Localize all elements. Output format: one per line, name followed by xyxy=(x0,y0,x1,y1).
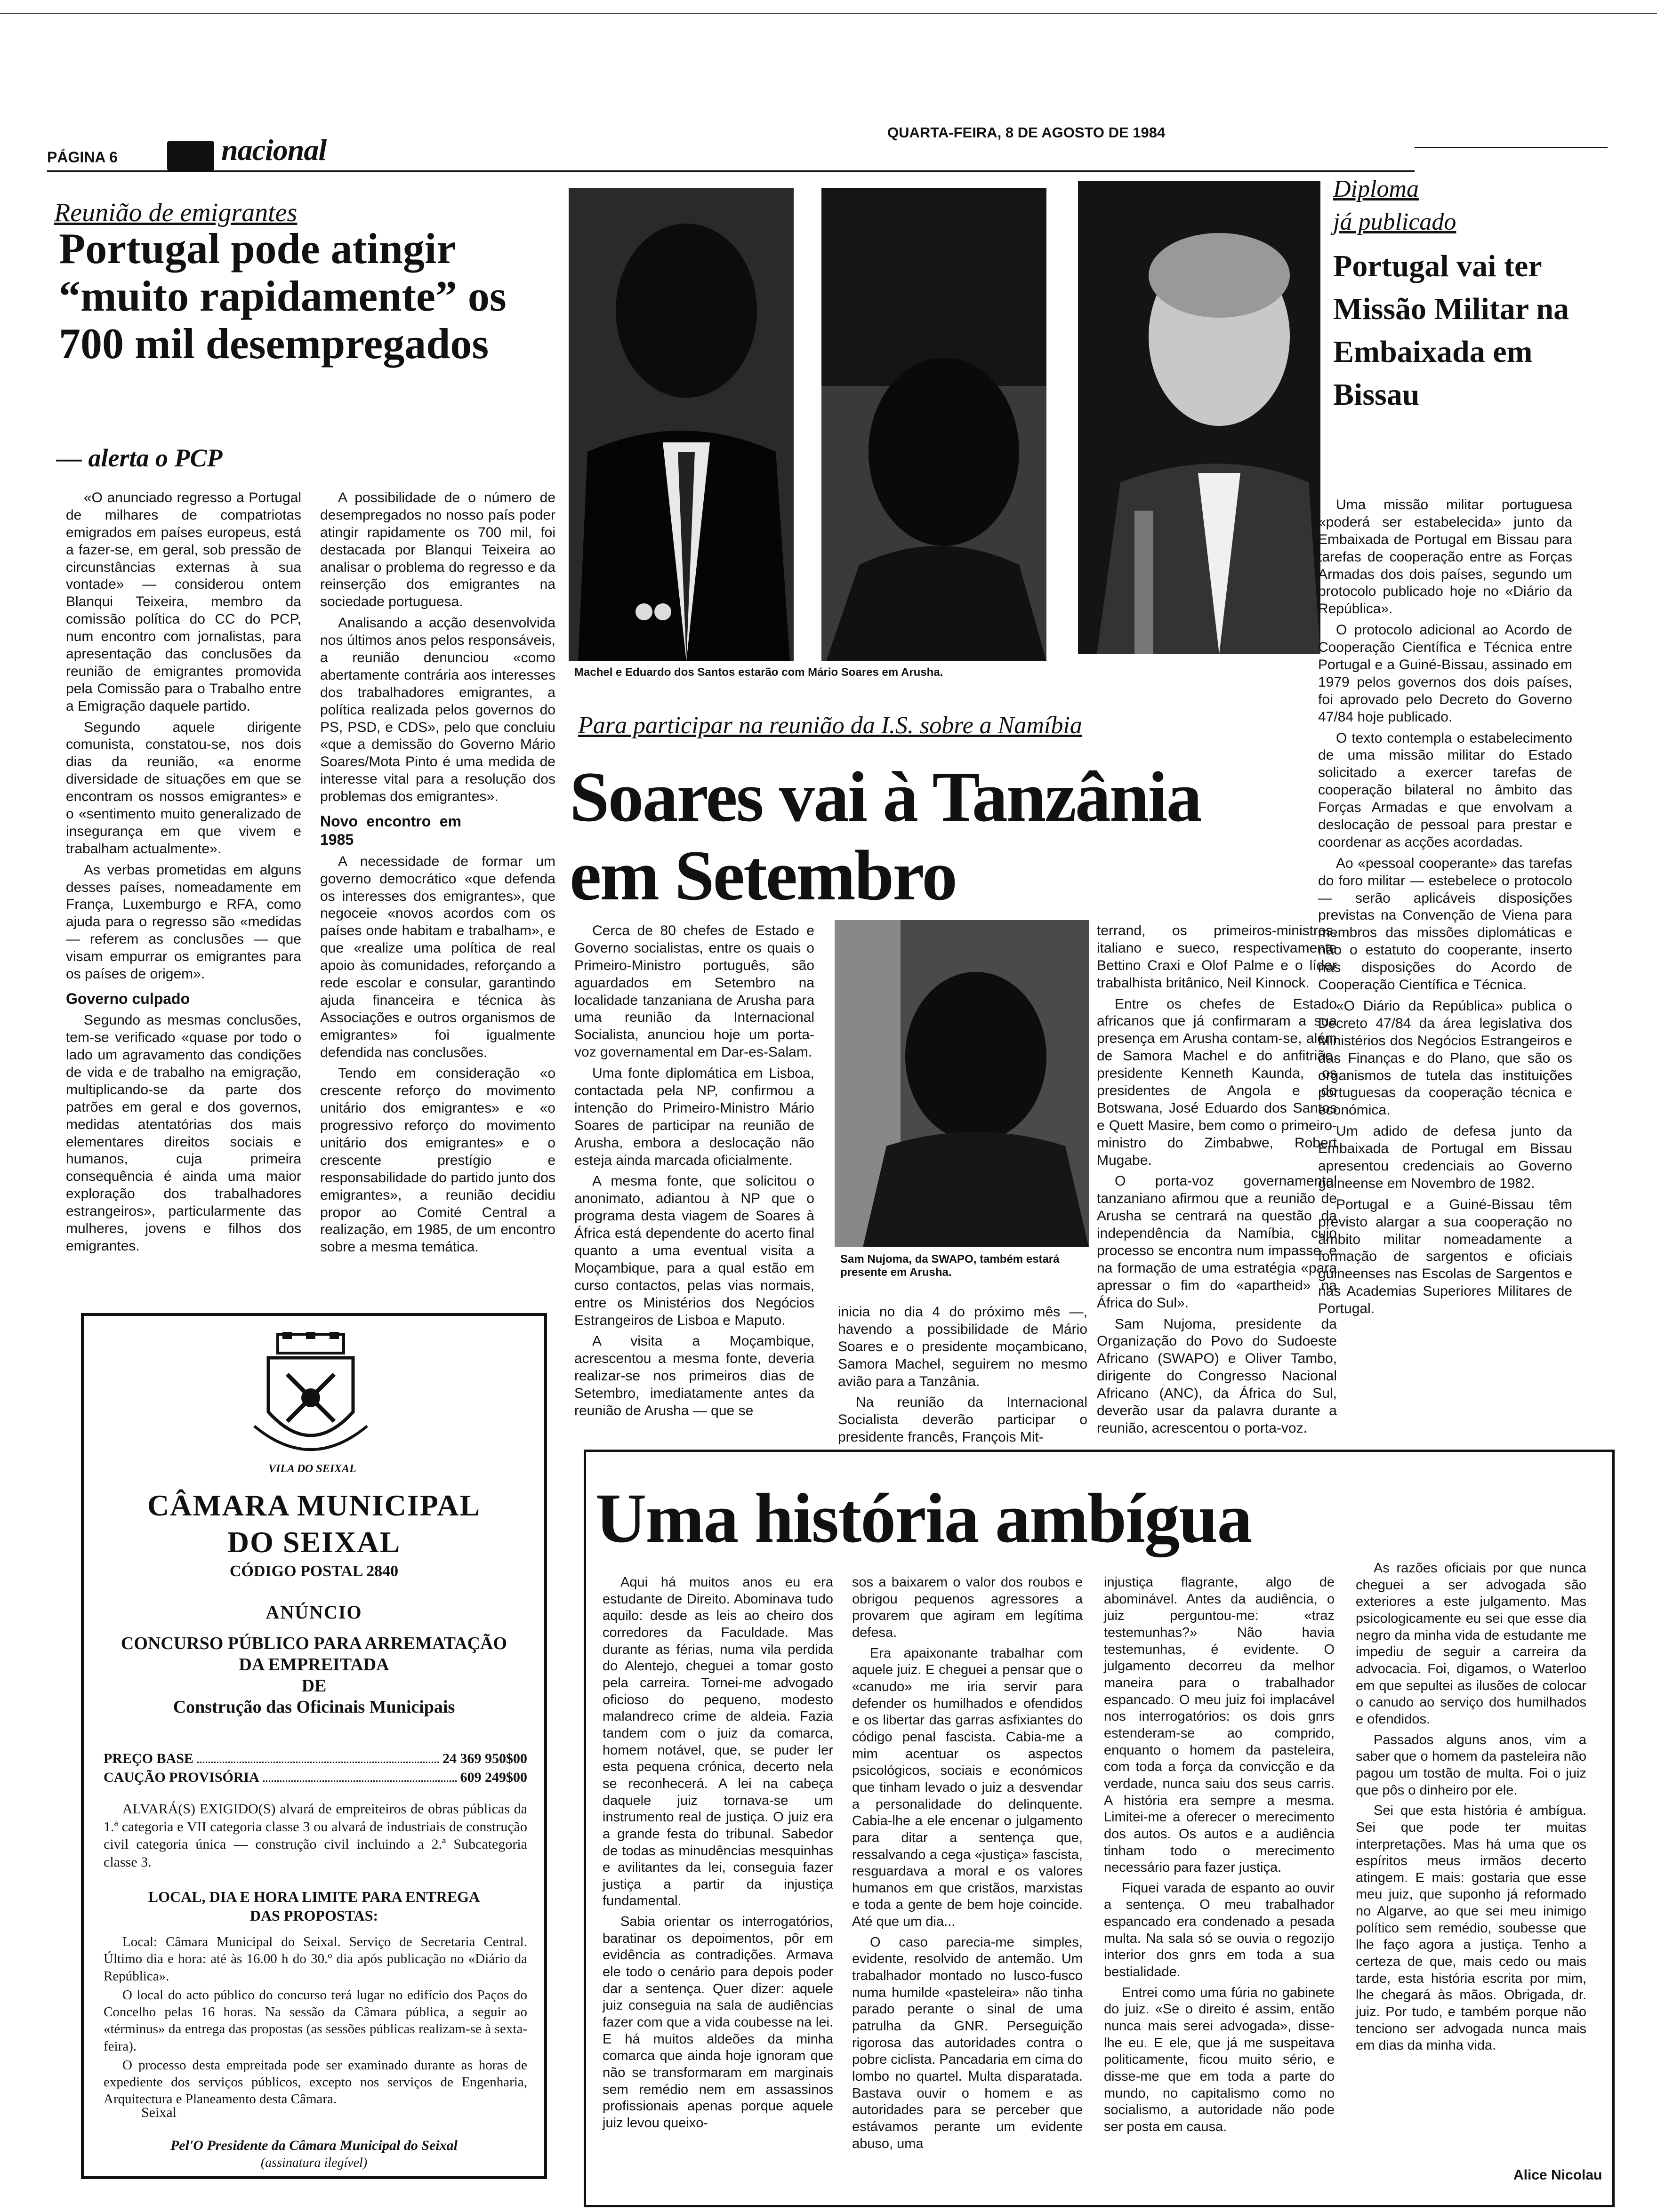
ad-signature: Pel'O Presidente da Câmara Municipal do Seixal xyxy=(170,2138,458,2153)
article3-kicker1: Diploma xyxy=(1333,176,1419,202)
article4-col2: sos a baixarem o valor dos roubos e obrigou pequenos agressores a provarem que agiram em legítima defesa. Era apaixonante trabalhar com aquele juiz. E cheguei a pensar que o «canudo» me iria servir para defender os humilhados e ofendidos e os libertar das garras asfixiantes do código penal fascista. Cabia-me a mim acentuar os aspectos psicológicos, sociais e económicos que tinham levado o juiz a desvendar a personalidade do delinquente. Cabia-lhe a ele encenar o julgamento para ditar a sentença que, ressalvando a cega «justiça» fascista, resguardava a moral e os valores humanos em que cristãos, marxistas e toda a gente de bem hoje coincide. Até que um dia... O caso parecia-me simples, evidente, resolvido de antemão. Um trabalhador montado no lusco-fusco numa humilde «pasteleira» não tinha parado perante o sinal de uma patrulha da GNR. Perseguição rigorosa das autoridades contra o pobre ciclista. Pancadaria em cima do lombo no quartel. Multa disparatada. Bastava ouvir o homem e as autoridades para se perceber que estávamos perante um evidente abuso, uma xyxy=(852,1575,1083,2151)
article3-body: Uma missão militar portuguesa «poderá ser estabelecida» junto da Embaixada de Portugal em Bissau para tarefas de cooperação entre as Forças Armadas dos dois países, segundo um protocolo publicado hoje no «Diário da República». O protocolo adicional ao Acordo de Cooperação Científica e Técnica entre Portugal e a Guiné-Bissau, assinado em 1979 pelos governos dos dois países, foi aprovado pelo Decreto do Governo 47/84 hoje publicado. O texto contempla o estabelecimento de uma missão militar do Estado solicitado a exercer tarefas de cooperação bilateral no âmbito das Forças Armadas e que envolvam a deslocação de pessoal para prestar e coordenar as acções acordadas. Ao «pessoal cooperante» das tarefas do foro militar — estebelece o protocolo — serão aplicáveis disposições previstas na Convenção de Viena para membros das missões diplomáticas e não o estatuto do cooperante, inserto nas disposições do Acordo de Cooperação Científica e Técnica. «O Diário da República» publica o Decreto 47/84 da área legislativa dos Ministérios dos Negócios Estrangeiros e das Finanças e do Plano, que são os organismos de tutela das instituições portuguesas da cooperação técnica e económica. Um adido de defesa junto da Embaixada de Portugal em Bissau apresentou credenciais ao Governo guineense em Novembro de 1982. Portugal e a Guiné-Bissau têm previsto alargar a sua cooperação no âmbito militar nomeadamente a formação de sargentos e oficiais guineenses nas Escolas de Sargentos e nas Academias Superiores Militares de Portugal. xyxy=(1318,497,1572,1317)
photo-machel-figure xyxy=(569,188,794,661)
ad-signature-note: (assinatura ilegível) xyxy=(260,2156,368,2170)
header-rule xyxy=(47,170,1415,172)
page-date: QUARTA-FEIRA, 8 DE AGOSTO DE 1984 xyxy=(887,124,1166,141)
article4-headline: Uma história ambígua xyxy=(595,1479,1252,1557)
ad-local-heading-2: DAS PROPOSTAS: xyxy=(249,1907,378,1924)
article2-col1: Cerca de 80 chefes de Estado e Governo socialistas, entre os quais o Primeiro-Ministro português, são aguardados em Setembro na localidade tanzaniana de Arusha para uma reunião da Internacional Socialista, anunciou hoje um porta-voz governamental em Dar-es-Salam. Uma fonte diplomática em Lisboa, contactada pela NP, confirmou a intenção do Primeiro-Ministro Mário Soares de participar na reunião de Arusha, embora a deslocação não esteja ainda marcada oficialmente. A mesma fonte, que solicitou o anonimato, adiantou à NP que o programa desta viagem de Soares à África está dependente do acerto final quanto a uma eventual visita a Moçambique, para a qual estão em curso contactos, pelas vias normais, entre os Ministérios dos Negócios Estrangeiros de Lisboa e Maputo. A visita a Moçambique, acrescentou a mesma fonte, deveria realizar-se nos primeiros dias de Setembro, imediatamente antes da reunião de Arusha — que se xyxy=(574,923,814,1419)
crest-svg xyxy=(245,1332,377,1478)
section-logo-icon xyxy=(167,141,214,170)
ad-price-value: 24 369 950$00 xyxy=(442,1751,527,1766)
article2-kicker: Para participar na reunião da I.S. sobre a Namíbia xyxy=(578,712,1082,739)
ad-bond-label: CAUÇÃO PROVISÓRIA xyxy=(104,1770,259,1785)
top-scan-rule xyxy=(0,13,1657,14)
article4-col1: Aqui há muitos anos eu era estudante de Direito. Abominava tudo aquilo: desde as leis ao cheiro dos corredores da Faculdade. Mas durante as férias, numa vila perdida do Alentejo, cheguei a tomar gosto pela carreira. Tornei-me advogado oficioso do pequeno, modesto malandreco crime de aldeia. Fazia tandem com o juiz da comarca, homem notável, que, se puder ler esta pequena crónica, decerto nela se reconhecerá. A lei na cabeça daquele juiz tornava-se um instrumento real de justiça. O juiz era a grande festa do tribunal. Sabedor de todas as minudências mesquinhas e avilitantes da lei, conseguia fazer justiça a partir da injustiça fundamental. Sabia orientar os interrogatórios, baratinar os depoimentos, pôr em evidência as contradições. Armava ele todo o cenário para depois poder dar a sentença. Quer dizer: aquele juiz conseguia na sala de audiências fazer com que a vida coubesse na lei. E há muitos aldeões da minha comarca que ainda hoje ignoram que não se transformaram em marginais sem remédio nem em assassinos profissionais apenas porque aquele juiz levou queixo- xyxy=(603,1575,833,2131)
article1-subhead2: Novo encontro em 1985 xyxy=(320,813,461,849)
article2-col3: terrand, os primeiros-ministros, italiano e sueco, respectivamente Bettino Craxi e Olof Palme e o líder trabalhista britânico, Neil Kinnock. Entre os chefes de Estado africanos que já confirmaram a sua presença em Arusha contam-se, além de Samora Machel e do anfitrião, presidente Kenneth Kaunda, os presidentes de Angola e do Botswana, José Eduardo dos Santos e Quett Masire, bem como o primeiro-ministro do Zimbabwe, Robert Mugabe. O porta-voz governamental tanzaniano afirmou que a reunião de Arusha se centrará na questão da independência da Namíbia, cujo processo se encontra num impasse, e na formação de uma estratégia «para apressar o fim do «apartheid» na África do Sul». Sam Nujoma, presidente da Organização do Povo do Sudoeste Africano (SWAPO) e Oliver Tambo, dirigente do Congresso Nacional Africano (ANC), da África do Sul, deverão usar da palavra durante a reunião, acrescentou o porta-voz. xyxy=(1097,923,1337,1436)
article1-headline: Portugal pode atingir “muito rapidamente” os 700 mil desempregados xyxy=(59,224,507,368)
photo-sam-nujoma xyxy=(835,920,1089,1247)
article3-kicker2: já publicado xyxy=(1333,208,1456,235)
caption-top: Machel e Eduardo dos Santos estarão com Mário Soares em Arusha. xyxy=(574,666,943,679)
ad-postal: CÓDIGO POSTAL 2840 xyxy=(229,1563,399,1580)
photo-eduardo-figure xyxy=(821,188,1046,661)
article4-col3: injustiça flagrante, algo de abominável. Antes da audiência, o juiz perguntou-me: «traz testemunhas?» Não havia testemunhas, é evidente. O julgamento decorreu da melhor maneira para o trabalhador espancado. O meu juiz foi implacável nos interrogatórios: os dois gnrs estenderam-se ao comprido, enquanto o homem da pasteleira, com toda a força da convicção e da verdade, nunca saiu dos seus carris. A história era sempre a mesma. Limitei-me a oferecer o merecimento dos autos. Os autos e a audiência tinham todo o merecimento necessário para fazer justiça. Fiquei varada de espanto ao ouvir a sentença. O meu trabalhador espancado era condenado a pesada multa. Na sala só se ouvia o regozijo interior dos gnrs em toda a sua bestialidade. Entrei como uma fúria no gabinete do juiz. «Se o direito é assim, então nunca mais serei advogada», disse-lhe eu. E ele, que já me suspeitava politicamente, ficou muito sério, e disse-me que em toda a parte do mundo, no capitalismo como no socialismo, a autoridade não pode ser posta em causa. xyxy=(1104,1575,1335,2134)
page-label: PÁGINA 6 xyxy=(47,149,118,166)
article4-author: Alice Nicolau xyxy=(1513,2167,1602,2183)
ad-bond-value: 609 249$00 xyxy=(460,1770,527,1785)
ad-contest-2: DA EMPREITADA xyxy=(239,1655,389,1675)
ad-bond-row xyxy=(104,1770,527,1786)
article4-col4: As razões oficiais por que nunca cheguei a ser advogada são exteriores a este julgamento. Mas psicologicamente eu sei que esse dia negro da minha vida de estudante me impediu de seguir a carreira da advocacia. Foi, digamos, o Waterloo em que sepultei as ilusões de colocar o canudo ao serviço dos humilhados e ofendidos. Passados alguns anos, vim a saber que o homem da pasteleira não pagou um tostão de multa. Foi o juiz que pôs o dinheiro por ele. Sei que esta história é ambígua. Sei que pode ter muitas interpretações. Mas há uma que os espíritos meus irmãos decerto atingem. E mais: gostaria que esse meu juiz, que suponho já reformado no Algarve, ao que sei meu inimigo político sem remédio, soubesse que lhe faço agora a justiça. Tenho a certeza de que, mais cedo ou mais tarde, esta história escrita por mim, lhe chegará às mãos. Obrigada, dr. juiz. Por tudo, e também porque não tenciono ser advogada nunca mais em dias da minha vida. xyxy=(1356,1561,1586,2053)
article2-col2: inicia no dia 4 do próximo mês —, havendo a possibilidade de Mário Soares e o presidente moçambicano, Samora Machel, seguirem no mesmo avião para a Tanzânia. Na reunião da Internacional Socialista deverão participar o presidente francês, François Mit- xyxy=(838,1304,1087,1445)
ad-contest-1: CONCURSO PÚBLICO PARA ARREMATAÇÃO xyxy=(121,1634,507,1653)
article1-deck: — alerta o PCP xyxy=(56,444,223,472)
ad-price-row xyxy=(104,1751,527,1767)
ad-local-heading-1: LOCAL, DIA E HORA LIMITE PARA ENTREGA xyxy=(148,1888,480,1905)
caption-nujoma: Sam Nujoma, da SWAPO, também estará presente em Arusha. xyxy=(840,1253,1060,1279)
ad-bond-leader xyxy=(263,1780,457,1782)
section-title: nacional xyxy=(221,133,327,167)
ad-contest-3: DE xyxy=(301,1676,327,1696)
ad-work: Construção das Oficinais Municipais xyxy=(173,1697,455,1717)
municipal-crest-icon xyxy=(245,1332,377,1478)
photo-mario-soares xyxy=(1078,181,1320,654)
article1-col2: A possibilidade de o número de desempregados no nosso país poder atingir rapidamente os 700 mil, foi destacada por Blanqui Teixeira ao analisar o problema do regresso e da reinserção dos emigrantes na sociedade portuguesa. Analisando a acção desenvolvida nos últimos anos pelos responsáveis, a reunião denunciou «como abertamente contrária aos interesses dos trabalhadores emigrantes, a política realizada pelos governos do PS, PSD, e CDS», pelo que concluiu «que a demissão do Governo Mário Soares/Mota Pinto é uma medida de interesse vital para a resolução dos problemas dos emigrantes». Novo encontro em 1985 A necessidade de formar um governo democrático «que defenda os interesses dos emigrantes», que negoceie «novos acordos com os países onde habitam e trabalham», e que «realize uma política de real apoio às comunidades, reforçando a rede escolar e consular, garantindo ajuda financeira e técnica às Associações e outros organismos de emigrantes» foi igualmente defendida nas conclusões. Tendo em consideração «o crescente reforço do movimento unitário dos emigrantes» e «o progressivo reforço do movimento unitário dos emigrantes» e o crescente prestígio e responsabilidade do partido junto dos emigrantes», a reunião decidiu propor ao Comité Central a realização, em 1985, de um encontro sobre a mesma temática. xyxy=(320,490,555,1255)
photo-nujoma-figure xyxy=(835,920,1089,1247)
article1-kicker: Reunião de emigrantes xyxy=(54,198,298,227)
article3-headline: Portugal vai ter Missão Militar na Embaixada em Bissau xyxy=(1333,249,1569,412)
article1-subhead1: Governo culpado xyxy=(66,990,190,1007)
ad-notice: ANÚNCIO xyxy=(265,1602,362,1623)
ad-local-body: Local: Câmara Municipal do Seixal. Serviço de Secretaria Central. Último dia e hora: até às 16.00 h do 30.º dia após publicação no «Diário da República». O local do acto público do concurso terá lugar no edifício dos Paços do Concelho pelas 16 horas. Na sessão da Câmara pública, a seguir ao «términus» da entrega das propostas (as sessões públicas realizam-se à sexta-feira). O processo desta empreitada pode ser examinado durante as horas de expediente dos serviços públicos, excepto nos serviços de Engenharia, Arquitectura e Planeamento desta Câmara. xyxy=(104,1934,527,2107)
header-rule-right xyxy=(1415,147,1608,148)
ad-place: Seixal xyxy=(141,2105,177,2120)
photo-soares-figure xyxy=(1078,181,1320,654)
article2-headline: Soares vai à Tanzânia em Setembro xyxy=(570,757,1201,915)
article1-col1: «O anunciado regresso a Portugal de milhares de compatriotas emigrados em países europeus, está a fazer-se, em geral, sob pressão de circunstâncias externas à sua vontade» — considerou ontem Blanqui Teixeira, membro da comissão política do CC do PCP, num encontro com jornalistas, para apresentação das conclusões da reunião de emigrantes promovida pela Comissão para o Trabalho entre a Emigração daquele partido. Segundo aquele dirigente comunista, constatou-se, nos dois dias da reunião, «a enorme diversidade de situações em que se encontram os nossos emigrantes» e o «sentimento muito generalizado de insegurança em que vivem e trabalham actualmente». As verbas prometidas em alguns desses países, nomeadamente em França, Luxemburgo e RFA, como ajuda para o regresso são «medidas — referem as conclusões — que visam empurrar os emigrantes para os países de origem». Governo culpado Segundo as mesmas conclusões, tem-se verificado «quase por todo o lado um agravamento das condições de vida e de trabalho na emigração, multiplicando-se da parte dos patrões em geral e dos governos, medidas atentatórias dos mais elementares direitos sociais e humanos, cuja primeira consequência é ainda uma maior exploração dos trabalhadores estrangeiros», particularmente das mulheres, jovens e filhos dos emigrantes. xyxy=(66,490,301,1254)
crest-motto: VILA DO SEIXAL xyxy=(268,1463,356,1475)
ad-title-1: CÂMARA MUNICIPAL xyxy=(147,1489,481,1522)
photo-eduardo-dos-santos xyxy=(821,188,1046,661)
ad-price-leader xyxy=(197,1762,439,1763)
ad-alvara: ALVARÁ(S) EXIGIDO(S) alvará de empreiteiros de obras públicas da 1.ª categoria e VII categoria classe 3 ou alvará de industriais de construção civil categoria única — construção civil incluindo a 2.ª Subcategoria classe 3. xyxy=(104,1801,527,1870)
ad-price-label: PREÇO BASE xyxy=(104,1751,193,1766)
ad-title-2: DO SEIXAL xyxy=(227,1525,401,1559)
photo-machel xyxy=(569,188,794,661)
